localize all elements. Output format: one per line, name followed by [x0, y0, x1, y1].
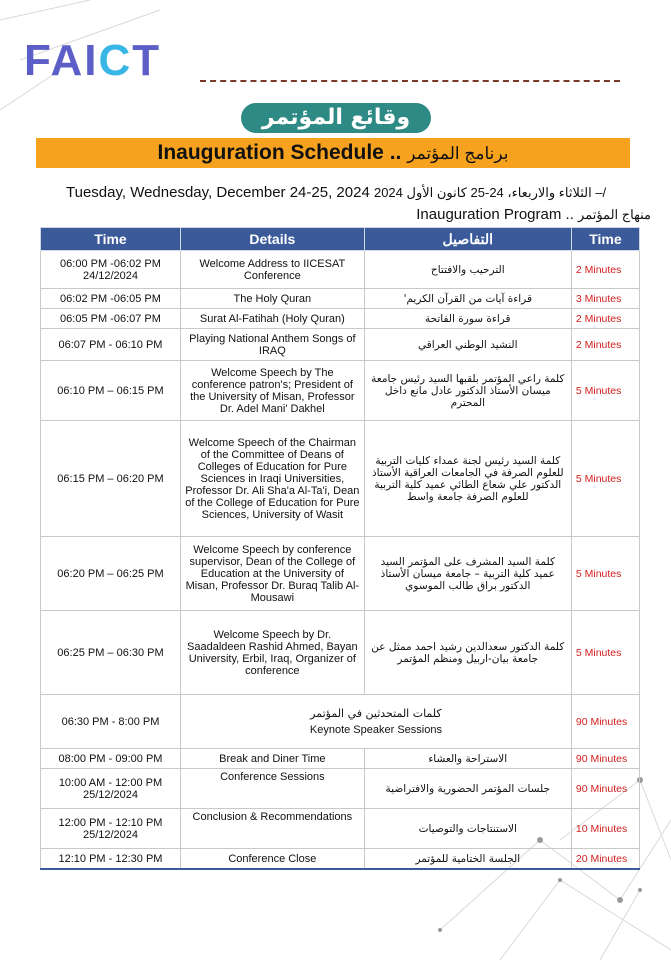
row-duration: 5 Minutes — [571, 611, 639, 695]
table-row — [41, 769, 640, 809]
banner-english: Inauguration Schedule — [157, 141, 384, 164]
row-duration: 2 Minutes — [571, 251, 639, 289]
row-duration: 5 Minutes — [571, 421, 639, 537]
row-arabic: كلمة الدكتور سعدالدين رشيد احمد ممثل عن جامعة بيان-اربيل ومنظم المؤتمر — [364, 611, 571, 695]
faict-logo: FAICT — [24, 36, 162, 85]
row-arabic: كلمة السيد المشرف على المؤتمر السيد عميد كلية التربية – جامعة ميسان الأستاذ الدكتور براق طالب الموسوي — [364, 537, 571, 611]
row-time: 12:00 PM - 12:10 PM 25/12/2024 — [41, 809, 181, 849]
keynote-english: Keynote Speaker Sessions — [309, 724, 442, 736]
row-arabic: جلسات المؤتمر الحضورية والافتراضية — [364, 769, 571, 809]
row-details: Surat Al-Fatihah (Holy Quran) — [180, 309, 364, 329]
table-row — [41, 309, 640, 329]
banner-arabic: برنامج المؤتمر — [407, 144, 509, 163]
row-time: 06:07 PM - 06:10 PM — [41, 329, 181, 361]
row-details: Break and Diner Time — [180, 749, 364, 769]
row-time: 06:10 PM – 06:15 PM — [41, 361, 181, 421]
row-arabic: الترحيب والافتتاح — [364, 251, 571, 289]
row-time: 06:00 PM -06:02 PM 24/12/2024 — [41, 251, 181, 289]
row-duration: 3 Minutes — [571, 289, 639, 309]
row-time: 06:02 PM -06:05 PM — [41, 289, 181, 309]
row-arabic: قراءة آيات من القرآن الكريم' — [364, 289, 571, 309]
schedule-banner — [36, 138, 630, 168]
program-separator: .. — [561, 206, 579, 223]
table-row — [41, 849, 640, 869]
date-arabic: الثلاثاء والاربعاء، 24-25 كانون الأول 2024 –/ — [373, 185, 607, 200]
row-duration: 20 Minutes — [571, 849, 639, 869]
row-time: 10:00 AM - 12:00 PM 25/12/2024 — [41, 769, 181, 809]
arabic-title: وقائع المؤتمر — [241, 103, 431, 133]
row-time: 06:20 PM – 06:25 PM — [41, 537, 181, 611]
header-arabic-details: التفاصيل — [364, 228, 571, 251]
row-arabic: كلمة السيد رئيس لجنة عمداء كليات التربية للعلوم الصرفة في الجامعات العراقية الأستاذ الدكتور علي شعاع الطائي عميد كلية التربية للعلوم الصرفة جامعة واسط — [364, 421, 571, 537]
row-arabic: الجلسة الختامية للمؤتمر — [364, 849, 571, 869]
program-arabic: منهاج المؤتمر — [578, 207, 651, 222]
table-row — [41, 421, 640, 537]
row-duration: 5 Minutes — [571, 361, 639, 421]
table-header-row — [41, 228, 640, 251]
row-details: Welcome Speech by conference supervisor, Dean of the College of Education at the University of Misan, Professor Dr. Buraq Talib Al-Mousawi — [180, 537, 364, 611]
table-row — [41, 329, 640, 361]
header-details: Details — [180, 228, 364, 251]
row-duration: 90 Minutes — [571, 695, 639, 749]
row-arabic: النشيد الوطني العراقي — [364, 329, 571, 361]
table-row — [41, 361, 640, 421]
row-arabic: الاستنتاجات والتوصيات — [364, 809, 571, 849]
keynote-arabic: كلمات المتحدثين في المؤتمر — [310, 707, 442, 720]
row-details: Conference Close — [180, 849, 364, 869]
row-time: 06:05 PM -06:07 PM — [41, 309, 181, 329]
row-duration: 2 Minutes — [571, 329, 639, 361]
schedule-table — [40, 227, 640, 869]
table-row — [41, 749, 640, 769]
row-arabic: الاستراحة والعشاء — [364, 749, 571, 769]
table-row — [41, 611, 640, 695]
date-english: Tuesday, Wednesday, December 24-25, 2024 — [66, 184, 374, 201]
row-details: The Holy Quran — [180, 289, 364, 309]
row-arabic: كلمة راعي المؤتمر بلقبها السيد رئيس جامعة ميسان الأستاذ الدكتور عادل مانع داخل المحترم — [364, 361, 571, 421]
row-time: 06:15 PM – 06:20 PM — [41, 421, 181, 537]
table-row — [41, 537, 640, 611]
dashed-divider — [200, 80, 620, 82]
row-details: Welcome Speech by Dr. Saadaldeen Rashid Ahmed, Bayan University, Erbil, Iraq, Organizer of conference — [180, 611, 364, 695]
date-line — [66, 184, 626, 201]
header-duration: Time — [571, 228, 639, 251]
table-bottom-line — [40, 868, 640, 870]
row-duration: 90 Minutes — [571, 749, 639, 769]
row-duration: 2 Minutes — [571, 309, 639, 329]
row-duration: 10 Minutes — [571, 809, 639, 849]
row-keynote-details — [180, 695, 571, 749]
program-line — [416, 206, 651, 223]
row-details: Conference Sessions — [180, 769, 364, 809]
header-time: Time — [41, 228, 181, 251]
row-details: Welcome Speech of the Chairman of the Committee of Deans of Colleges of Education for Pure Sciences in Iraqi Universities, Professor Dr. Ali Sha'a Al-Ta'i, Dean of the College of Education for Pure Sciences, University of Wasit — [180, 421, 364, 537]
table-row — [41, 251, 640, 289]
table-row — [41, 809, 640, 849]
row-details: Playing National Anthem Songs of IRAQ — [180, 329, 364, 361]
row-duration: 90 Minutes — [571, 769, 639, 809]
row-details: Conclusion & Recommendations — [180, 809, 364, 849]
table-row — [41, 289, 640, 309]
row-time: 12:10 PM - 12:30 PM — [41, 849, 181, 869]
program-english: Inauguration Program — [416, 206, 562, 223]
banner-separator: .. — [383, 141, 408, 164]
row-time: 08:00 PM - 09:00 PM — [41, 749, 181, 769]
table-row-keynote — [41, 695, 640, 749]
row-details: Welcome Speech by The conference patron's; President of the University of Misan, Professor Dr. Adel Mani' Dakhel — [180, 361, 364, 421]
row-details: Welcome Address to IICESAT Conference — [180, 251, 364, 289]
row-time: 06:30 PM - 8:00 PM — [41, 695, 181, 749]
row-duration: 5 Minutes — [571, 537, 639, 611]
row-arabic: قراءة سورة الفاتحة — [364, 309, 571, 329]
row-time: 06:25 PM – 06:30 PM — [41, 611, 181, 695]
